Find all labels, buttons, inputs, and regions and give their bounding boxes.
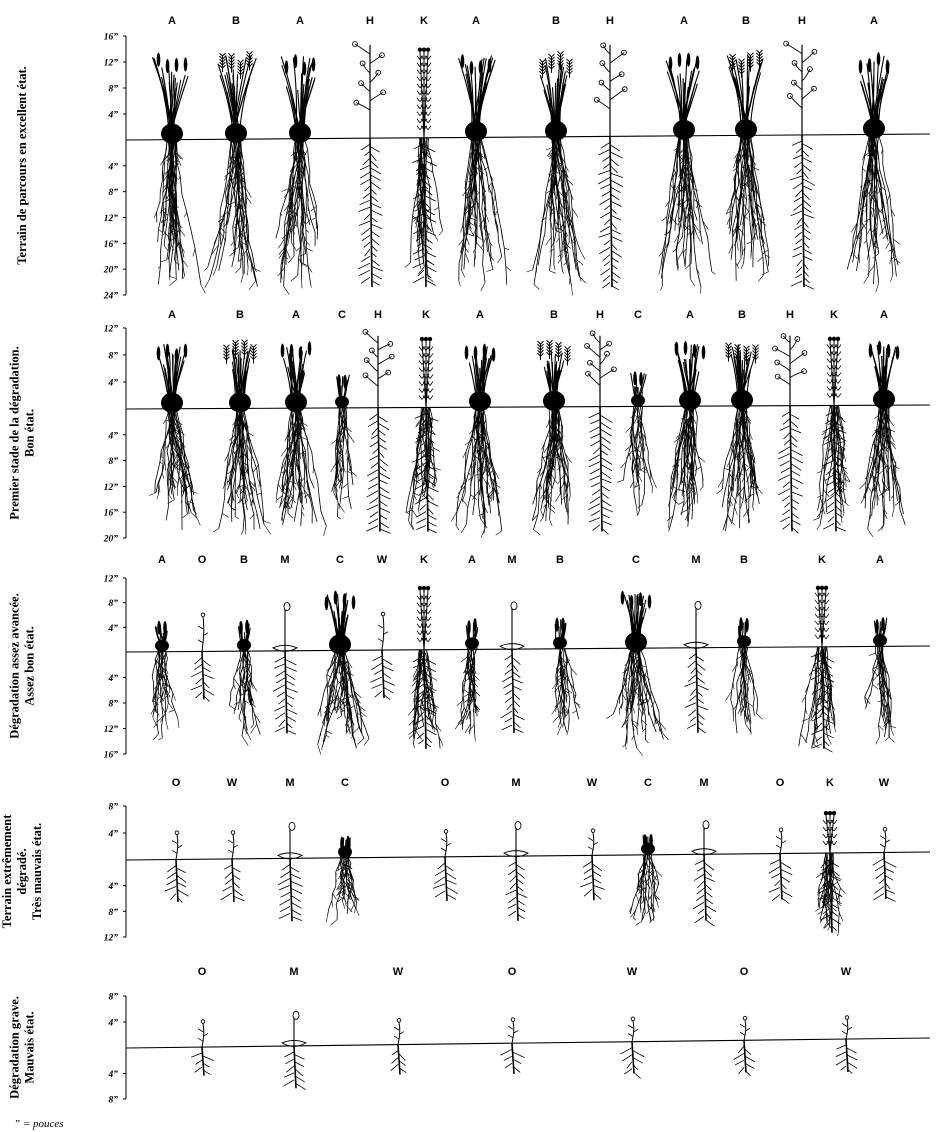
species-label: C (336, 554, 344, 566)
species-label: A (468, 554, 476, 566)
plant-c (617, 371, 657, 515)
plant-m (278, 822, 303, 921)
tick-label: 4” (108, 378, 118, 389)
plant-k (405, 48, 443, 288)
plant-c (606, 591, 668, 756)
panels-layer (0, 15, 930, 1106)
plant-b (213, 340, 271, 535)
panel-title: Bon état. (22, 409, 37, 457)
ground-line (126, 1038, 930, 1048)
species-label: K (420, 15, 428, 27)
species-label: H (798, 15, 806, 27)
species-label: M (699, 777, 709, 789)
species-label: A (158, 554, 166, 566)
species-label: B (550, 309, 558, 321)
tick-label: 12” (103, 574, 118, 585)
tick-label: 4” (108, 162, 118, 173)
species-label: H (606, 15, 614, 27)
plant-k (815, 811, 845, 936)
species-label: O (507, 966, 517, 978)
species-label: W (226, 777, 238, 789)
plant-k (799, 586, 836, 753)
species-label: O (739, 966, 749, 978)
panel-title: Assez bon état. (22, 626, 37, 706)
plant-w (873, 827, 897, 901)
tick-label: 16” (103, 508, 118, 519)
plant-k (406, 337, 441, 533)
species-label: W (392, 966, 404, 978)
plant-w (391, 1019, 406, 1075)
plant-a (149, 344, 200, 530)
plant-o (501, 1018, 525, 1074)
plant-a (659, 53, 716, 294)
species-label: C (338, 309, 346, 321)
tick-label: 8” (108, 351, 118, 362)
tick-label: 4” (108, 1070, 118, 1080)
plant-a (455, 618, 480, 741)
species-label: A (680, 15, 688, 27)
species-label: W (376, 554, 388, 566)
panel-5 (8, 966, 931, 1106)
species-label: C (644, 777, 652, 789)
plant-m (273, 603, 298, 735)
plant-c (318, 591, 369, 755)
plant-w (370, 612, 394, 699)
plant-w (836, 1016, 857, 1074)
plant-c (331, 374, 357, 519)
tick-label: 4” (108, 674, 118, 684)
plant-b (229, 620, 260, 746)
species-label: H (374, 309, 382, 321)
plant-b (205, 51, 261, 289)
tick-label: 20” (103, 265, 118, 276)
species-label: O (171, 777, 181, 789)
species-label: B (742, 15, 750, 27)
plant-h (353, 42, 386, 288)
species-label: B (556, 554, 564, 566)
plant-a (451, 344, 501, 538)
plant-m (504, 821, 528, 920)
plant-h (594, 43, 627, 290)
species-label: A (292, 309, 300, 321)
tick-label: 8” (108, 802, 118, 813)
plant-a (276, 341, 326, 535)
species-label: A (472, 15, 480, 27)
species-label: C (632, 554, 640, 566)
tick-label: 8” (108, 1095, 118, 1106)
species-label: M (289, 966, 299, 978)
panel-title: dégradé. (15, 848, 29, 895)
tick-label: 4” (108, 829, 118, 840)
species-label: K (818, 554, 826, 566)
species-label: C (634, 309, 642, 321)
tick-label: 16” (103, 750, 118, 761)
tick-label: 16” (103, 239, 118, 250)
species-label: B (552, 15, 560, 27)
tick-label: 8” (108, 84, 118, 95)
plant-o (433, 830, 458, 901)
species-label: W (586, 777, 598, 789)
plant-a (847, 52, 900, 292)
panel-1 (15, 15, 930, 302)
species-label: M (507, 554, 517, 566)
species-label: A (876, 554, 884, 566)
panel-title: Premier stade de la dégradation. (7, 346, 22, 520)
tick-label: 12” (103, 933, 118, 944)
tick-label: 4” (108, 623, 118, 634)
plant-m (684, 601, 709, 733)
plant-a (865, 617, 896, 744)
species-label: C (341, 777, 349, 789)
plant-k (813, 337, 850, 532)
tick-label: 4” (108, 110, 118, 121)
panel-title: Terrain de parcours en excellent état. (15, 66, 29, 265)
tick-label: 12” (103, 58, 118, 69)
species-label: B (738, 309, 746, 321)
species-label: A (168, 309, 176, 321)
tick-label: 8” (108, 599, 118, 610)
species-label: B (740, 554, 748, 566)
tick-label: 20” (103, 534, 118, 545)
species-label: O (197, 554, 207, 566)
species-label: A (880, 309, 888, 321)
species-label: M (280, 554, 290, 566)
tick-label: 8” (108, 188, 118, 199)
species-label: O (197, 966, 207, 978)
species-label: W (840, 966, 852, 978)
plant-a (667, 341, 705, 531)
species-label: K (422, 309, 430, 321)
species-label: A (686, 309, 694, 321)
panel-4 (0, 777, 930, 944)
plant-h (363, 329, 394, 533)
plant-o (769, 828, 792, 904)
species-label: B (240, 554, 248, 566)
species-label: B (232, 15, 240, 27)
species-label: M (285, 777, 295, 789)
plant-c (629, 834, 662, 926)
plant-a (151, 621, 179, 740)
tick-label: 12” (103, 324, 118, 335)
species-label: H (366, 15, 374, 27)
plant-o (191, 613, 214, 702)
plant-a (276, 54, 318, 294)
species-label: A (476, 309, 484, 321)
plant-b (552, 618, 581, 735)
species-label: K (420, 554, 428, 566)
plant-o (164, 831, 188, 903)
tick-label: 4” (108, 882, 118, 893)
panel-title: Très mauvais état. (30, 822, 44, 921)
species-label: A (870, 15, 878, 27)
species-label: A (296, 15, 304, 27)
plant-c (326, 836, 359, 925)
plant-m (692, 821, 716, 926)
species-label: H (596, 309, 604, 321)
plant-h (784, 41, 817, 289)
species-label: O (775, 777, 785, 789)
species-label: W (626, 966, 638, 978)
plant-a (459, 54, 512, 291)
plant-h (773, 334, 807, 534)
plant-m (500, 602, 524, 733)
species-label: H (786, 309, 794, 321)
plant-b (726, 617, 763, 734)
panel-title: Terrain extrêmement (0, 814, 14, 929)
species-label: A (168, 15, 176, 27)
species-label: B (236, 309, 244, 321)
tick-label: 4” (108, 1018, 118, 1029)
plant-b (716, 343, 762, 531)
species-label: K (830, 309, 838, 321)
plant-b (532, 340, 571, 535)
panel-title: Dégradation assez avancée. (7, 593, 22, 739)
panel-2 (8, 309, 931, 545)
plant-o (734, 1016, 755, 1075)
panel-3 (8, 554, 931, 761)
tick-label: 12” (103, 725, 118, 735)
tick-label: 8” (108, 907, 118, 918)
panel-title: Mauvais état. (22, 1011, 37, 1084)
plant-b (527, 51, 586, 295)
footnote: ” = pouces (14, 1118, 64, 1130)
tick-label: 12” (103, 482, 118, 493)
plant-a (153, 53, 206, 293)
tick-label: 4” (108, 431, 118, 442)
plant-m (282, 1011, 306, 1089)
tick-label: 24” (103, 291, 118, 302)
plant-b (726, 50, 770, 281)
tick-label: 8” (108, 457, 118, 468)
plant-w (221, 831, 245, 902)
plant-k (409, 586, 444, 749)
plant-a (860, 341, 906, 537)
species-label: M (511, 777, 521, 789)
tick-label: 12” (103, 214, 118, 224)
plant-w (580, 829, 605, 900)
panel-title: Dégradation grave. (7, 996, 22, 1099)
species-label: W (878, 777, 890, 789)
species-label: O (440, 777, 450, 789)
plant-h (585, 331, 617, 535)
tick-label: 8” (108, 992, 118, 1003)
tick-label: 16” (103, 32, 118, 43)
tick-label: 8” (108, 699, 118, 710)
species-label: K (826, 777, 834, 789)
species-label: M (691, 554, 701, 566)
plant-w (621, 1017, 645, 1078)
